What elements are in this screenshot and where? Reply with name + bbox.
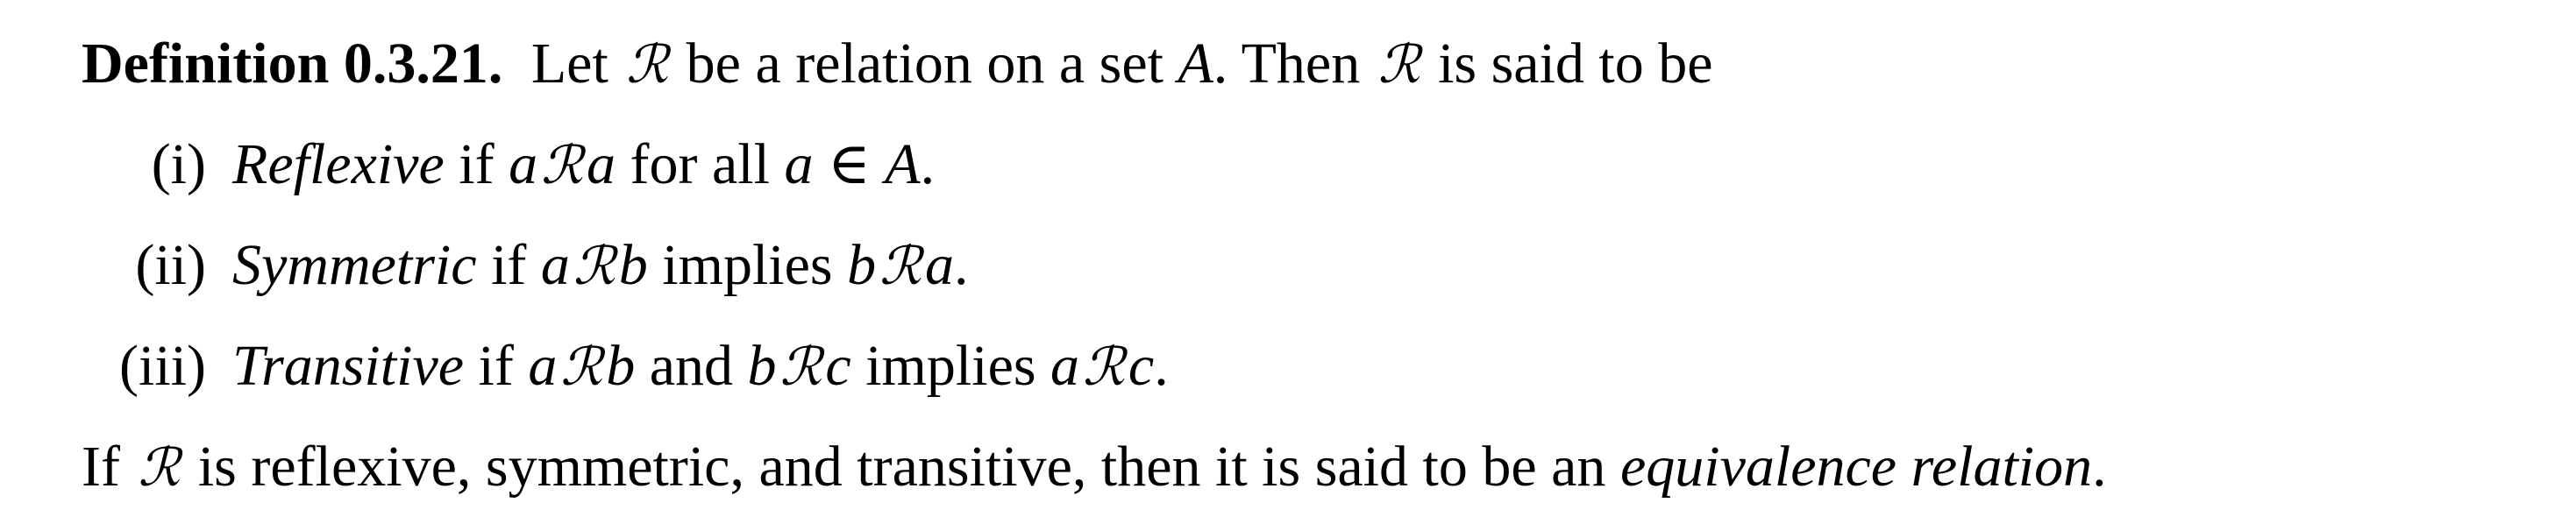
conclusion-text-1: If [82, 435, 120, 499]
set-symbol: A [885, 132, 921, 196]
relation-symbol: ℛ [879, 236, 922, 297]
item-if: if [459, 132, 495, 196]
var-a: a [528, 334, 558, 398]
item-term: Transitive [232, 334, 465, 398]
conclusion-text-2: is reflexive, symmetric, and transitive, then it is said to be an [197, 435, 1606, 499]
item-end: . [1154, 334, 1169, 398]
list-item-reflexive [82, 132, 936, 196]
conclusion-end: . [2092, 435, 2107, 499]
var-a: a [540, 233, 570, 297]
intro-text-4: is said to be [1438, 32, 1713, 96]
item-implies: implies [662, 233, 833, 297]
element-of-symbol: ∈ [827, 132, 871, 196]
item-forall: for all [630, 132, 770, 196]
item-if: if [491, 233, 527, 297]
var-a: a [587, 132, 616, 196]
relation-symbol: ℛ [626, 34, 669, 96]
set-symbol: A [1178, 32, 1213, 96]
relation-symbol: ℛ [779, 336, 822, 398]
var-b: b [847, 233, 877, 297]
conclusion-line [82, 435, 2107, 499]
var-a: a [1050, 334, 1080, 398]
var-b: b [747, 334, 777, 398]
list-item-symmetric [82, 233, 969, 297]
item-and: and [649, 334, 734, 398]
var-a: a [784, 132, 814, 196]
item-label: (ii) [135, 233, 206, 297]
item-term: Symmetric [232, 233, 477, 297]
relation-symbol: ℛ [138, 437, 181, 499]
relation-symbol: ℛ [560, 336, 603, 398]
relation-symbol: ℛ [1377, 34, 1420, 96]
item-if: if [478, 334, 514, 398]
var-c: c [1128, 334, 1155, 398]
item-term: Reflexive [232, 132, 445, 196]
intro-text-2: be a relation on a set [686, 32, 1163, 96]
var-b: b [618, 233, 648, 297]
item-implies: implies [865, 334, 1036, 398]
item-end: . [953, 233, 969, 297]
var-c: c [825, 334, 851, 398]
item-label: (i) [151, 132, 206, 196]
definition-line [82, 32, 1713, 96]
relation-symbol: ℛ [573, 236, 616, 297]
item-end: . [920, 132, 936, 196]
intro-text-1: Let [530, 32, 608, 96]
item-label: (iii) [119, 334, 206, 398]
definition-heading: Definition 0.3.21. [82, 32, 503, 96]
var-a: a [924, 233, 954, 297]
relation-symbol: ℛ [541, 135, 583, 196]
var-a: a [509, 132, 538, 196]
var-b: b [606, 334, 636, 398]
relation-symbol: ℛ [1083, 336, 1125, 398]
intro-text-3: . Then [1213, 32, 1361, 96]
conclusion-term: equivalence relation [1619, 435, 2093, 499]
list-item-transitive [82, 334, 1169, 398]
